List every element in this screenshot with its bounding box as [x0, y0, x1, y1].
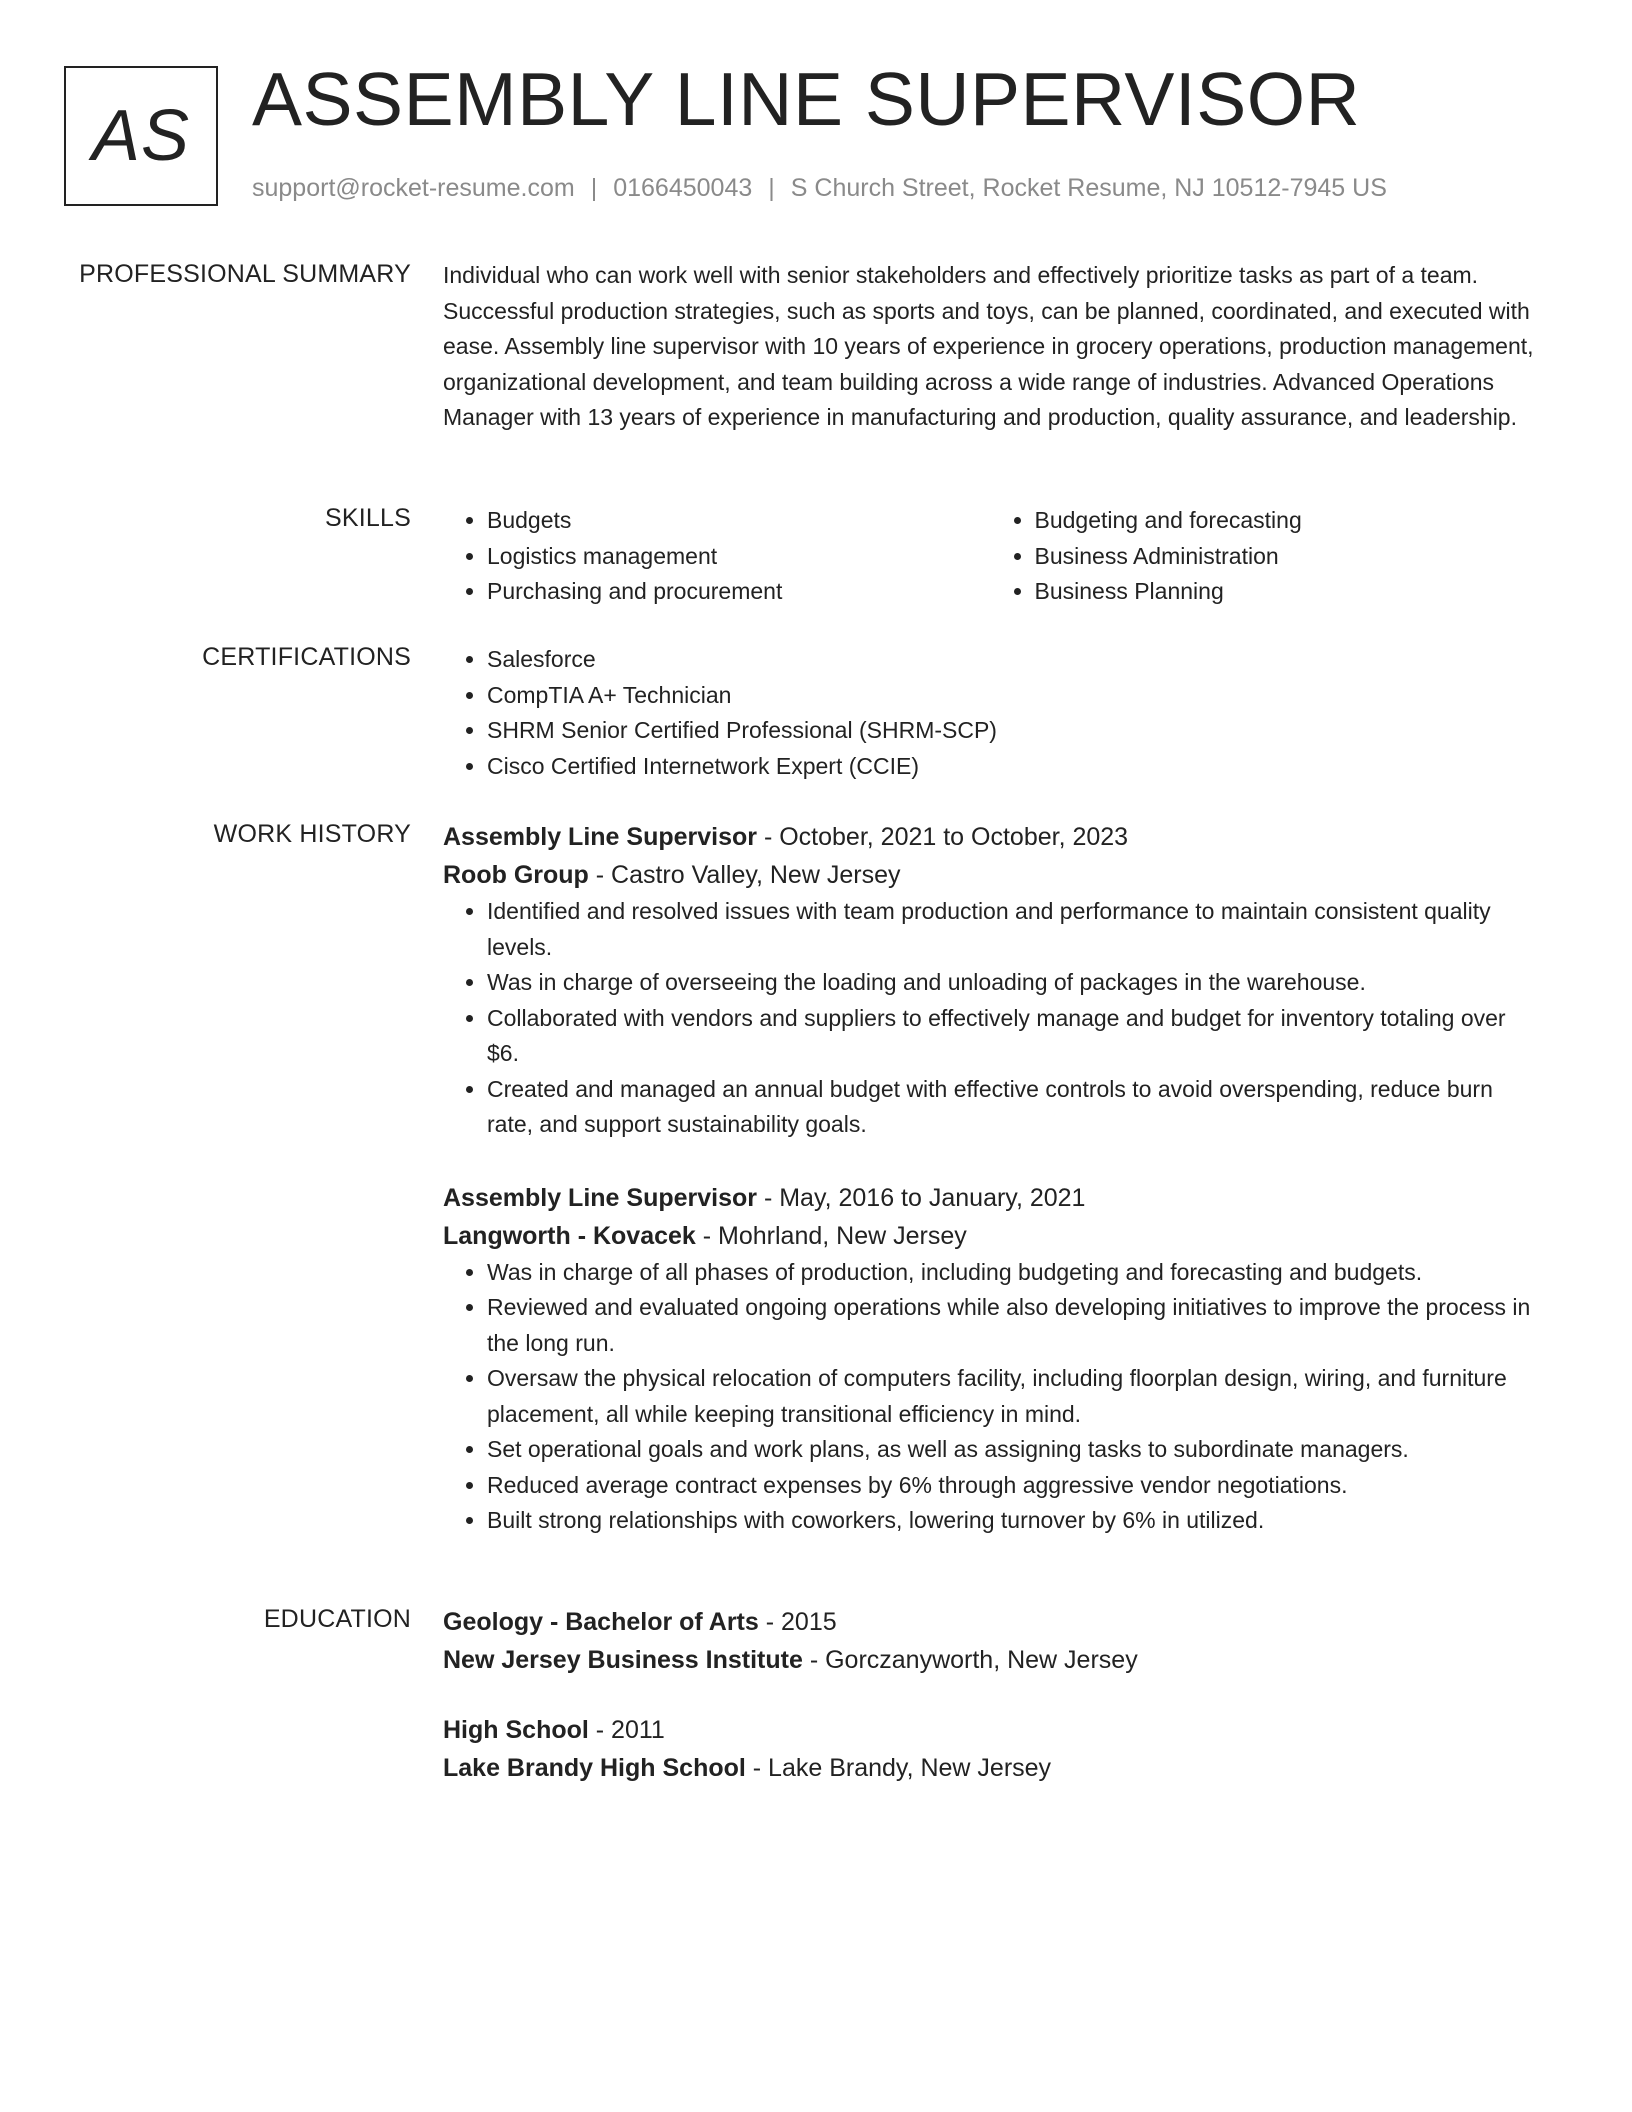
job-entry — [443, 1179, 1538, 1539]
skill-item: • Business Planning — [1035, 574, 1539, 610]
skill-item: • Business Administration — [1035, 539, 1539, 575]
education-school-line — [443, 1749, 1538, 1787]
contact-email: support@rocket-resume.com — [252, 174, 575, 202]
section-label-work-history: WORK HISTORY — [213, 820, 411, 848]
job-dates: - May, 2016 to January, 2021 — [757, 1183, 1086, 1212]
monogram-logo: AS — [64, 66, 218, 206]
job-bullet: • Was in charge of overseeing the loading and unloading of packages in the warehouse. — [487, 965, 1538, 1001]
skill-item: • Budgeting and forecasting — [1035, 503, 1539, 539]
job-bullet: • Identified and resolved issues with team production and performance to maintain consistent quality levels. — [487, 894, 1538, 965]
section-label-skills: SKILLS — [325, 504, 411, 532]
education-location: - Lake Brandy, New Jersey — [745, 1754, 1052, 1782]
skill-item: • Logistics management — [487, 539, 991, 575]
education-location: - Gorczanyworth, New Jersey — [802, 1646, 1138, 1674]
job-location: - Mohrland, New Jersey — [695, 1221, 967, 1250]
section-label-summary: PROFESSIONAL SUMMARY — [79, 260, 411, 288]
job-bullet: • Collaborated with vendors and suppliers to effectively manage and budget for inventory totaling over $6. — [487, 1001, 1538, 1072]
education-entry — [443, 1711, 1538, 1787]
skills-grid — [443, 503, 1538, 610]
contact-phone: 0166450043 — [613, 174, 753, 202]
job-bullet: • Was in charge of all phases of production, including budgeting and forecasting and budgets. — [487, 1255, 1538, 1291]
job-bullets — [443, 1255, 1538, 1539]
job-bullet: • Reduced average contract expenses by 6% through aggressive vendor negotiations. — [487, 1468, 1538, 1504]
skill-item: • Purchasing and procurement — [487, 574, 991, 610]
job-title: Assembly Line Supervisor — [443, 823, 758, 851]
education-body — [443, 1603, 1538, 1787]
certification-item: • Cisco Certified Internetwork Expert (CCIE) — [487, 749, 1538, 785]
education-school-line — [443, 1641, 1538, 1679]
job-bullet: • Set operational goals and work plans, as well as assigning tasks to subordinate managers. — [487, 1432, 1538, 1468]
job-company-line — [443, 1217, 1538, 1255]
education-year: - 2015 — [758, 1608, 837, 1636]
skills-list-right — [991, 503, 1539, 610]
job-bullets — [443, 894, 1538, 1143]
contact-separator: | — [590, 174, 598, 202]
education-degree-line — [443, 1603, 1538, 1641]
job-company: Roob Group — [443, 861, 589, 889]
education-school: Lake Brandy High School — [443, 1754, 746, 1782]
education-degree: High School — [443, 1716, 589, 1744]
certifications-body — [443, 642, 1538, 784]
summary-text: Individual who can work well with senior stakeholders and effectively prioritize tasks as part of a team. Successful production strategies, such as sports and toys, can be planned, coordinated, and executed with ease. Assembly line supervisor with 10 years of experience in grocery operations, production management, organizational development, and team building across a wide range of industries. Advanced Operations Manager with 13 years of experience in manufacturing and production, quality assurance, and leadership. — [443, 262, 1534, 430]
job-bullet: • Created and managed an annual budget with effective controls to avoid overspending, reduce burn rate, and support sustainability goals. — [487, 1072, 1538, 1143]
job-title: Assembly Line Supervisor — [443, 1183, 758, 1212]
summary-body — [443, 258, 1538, 436]
job-dates: - October, 2021 to October, 2023 — [757, 823, 1129, 851]
job-title-line — [443, 818, 1538, 856]
job-entry — [443, 818, 1538, 1143]
work-history-body — [443, 818, 1538, 1539]
education-degree-line — [443, 1711, 1538, 1749]
job-company: Langworth - Kovacek — [443, 1221, 696, 1250]
section-label-certifications: CERTIFICATIONS — [202, 643, 411, 671]
certification-item: • Salesforce — [487, 642, 1538, 678]
contact-line — [252, 174, 1387, 203]
education-year: - 2011 — [588, 1716, 665, 1744]
skills-body — [443, 503, 1538, 610]
education-entry — [443, 1603, 1538, 1679]
job-company-line — [443, 856, 1538, 894]
contact-address: S Church Street, Rocket Resume, NJ 10512-7945 US — [790, 174, 1387, 202]
education-degree: Geology - Bachelor of Arts — [443, 1608, 759, 1636]
contact-separator: | — [768, 174, 775, 202]
job-location: - Castro Valley, New Jersey — [588, 861, 901, 889]
skills-list-left — [443, 503, 991, 610]
job-title-line — [443, 1179, 1538, 1217]
job-bullet: • Oversaw the physical relocation of computers facility, including floorplan design, wiring, and furniture placement, all while keeping transitional efficiency in mind. — [487, 1361, 1538, 1432]
certification-item: • CompTIA A+ Technician — [487, 678, 1538, 714]
section-label-education: EDUCATION — [263, 1605, 411, 1633]
job-bullet: • Reviewed and evaluated ongoing operations while also developing initiatives to improve the process in the long run. — [487, 1290, 1538, 1361]
candidate-name: ASSEMBLY LINE SUPERVISOR — [252, 57, 1361, 141]
certification-item: • SHRM Senior Certified Professional (SHRM-SCP) — [487, 713, 1538, 749]
certifications-list — [443, 642, 1538, 784]
education-school: New Jersey Business Institute — [443, 1646, 803, 1674]
job-bullet: • Built strong relationships with coworkers, lowering turnover by 6% in utilized. — [487, 1503, 1538, 1539]
skill-item: • Budgets — [487, 503, 991, 539]
